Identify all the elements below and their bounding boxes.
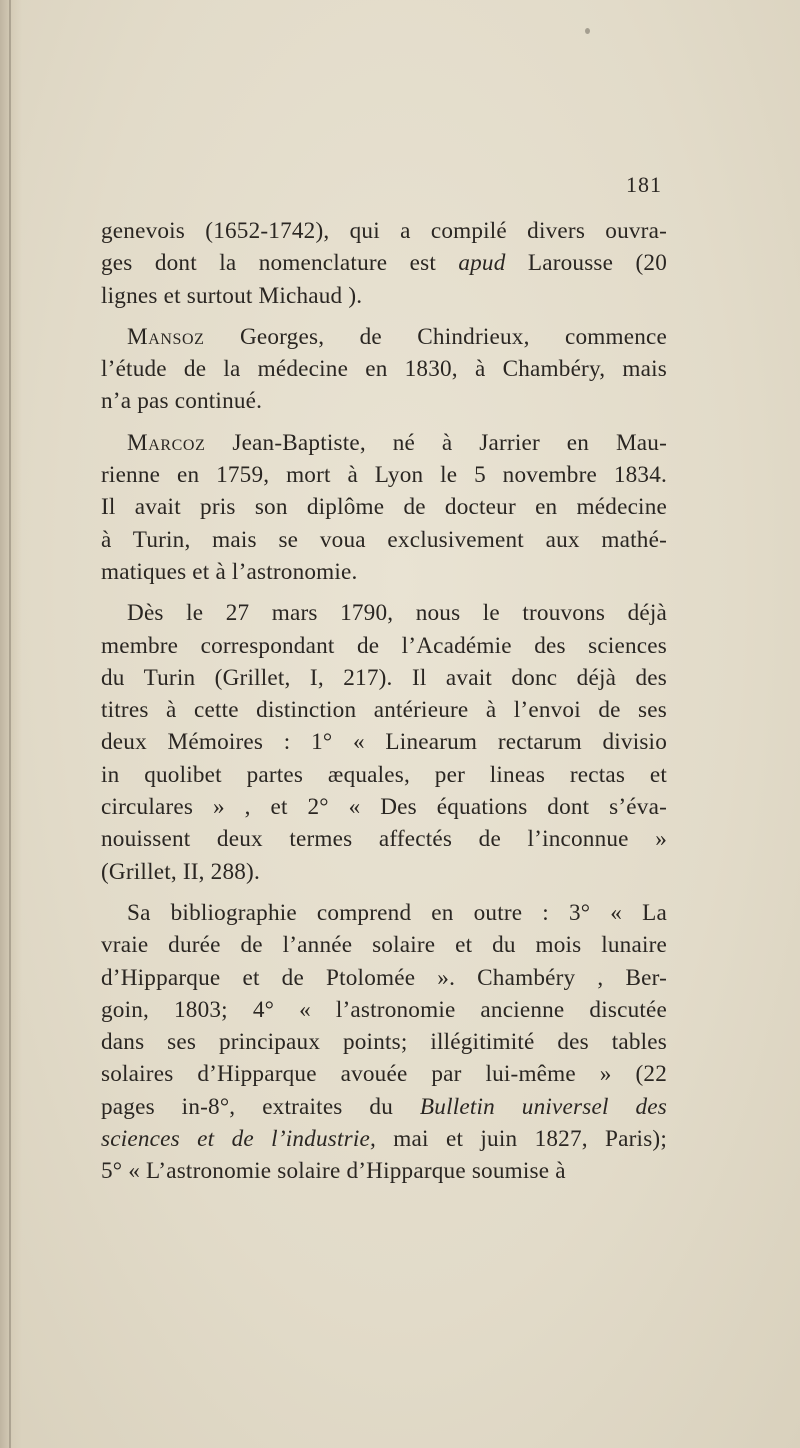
text-run: du Turin (Grillet, I, 217). Il avait donc déjà des bbox=[101, 664, 667, 691]
text-line bbox=[101, 385, 667, 417]
paragraph bbox=[101, 427, 667, 588]
text-line bbox=[101, 321, 667, 353]
text-line bbox=[101, 1155, 667, 1187]
text-run: titres à cette distinction antérieure à l’envoi de ses bbox=[101, 697, 667, 724]
text-line bbox=[101, 524, 667, 556]
text-line bbox=[101, 929, 667, 961]
body-text bbox=[101, 215, 667, 1188]
text-run: lignes et surtout Michaud ). bbox=[101, 282, 363, 309]
text-line bbox=[101, 726, 667, 758]
text-run: 5° « L’astronomie solaire d’Hipparque soumise à bbox=[101, 1158, 566, 1185]
text-line bbox=[101, 897, 667, 929]
paragraph-gap bbox=[101, 418, 667, 427]
paragraph-gap bbox=[101, 588, 667, 597]
text-line bbox=[101, 1026, 667, 1058]
text-line bbox=[101, 759, 667, 791]
text-run: goin, 1803; 4° « l’astronomie ancienne discutée bbox=[101, 996, 667, 1023]
text-line bbox=[101, 597, 667, 629]
text-line bbox=[101, 630, 667, 662]
paragraph-gap bbox=[101, 888, 667, 897]
text-line bbox=[101, 491, 667, 523]
text-line bbox=[101, 427, 667, 459]
text-run: mai et juin 1827, Paris); bbox=[375, 1126, 667, 1153]
page-number: 181 bbox=[626, 172, 662, 197]
text-run: circulares » , et 2° « Des équations dont s’éva- bbox=[101, 794, 667, 821]
text-run: deux Mémoires : 1° « Linearum rectarum divisio bbox=[101, 729, 667, 756]
text-line bbox=[101, 280, 667, 312]
text-line bbox=[101, 994, 667, 1026]
paragraph bbox=[101, 897, 667, 1188]
page-binding-edge bbox=[9, 0, 11, 1448]
paragraph bbox=[101, 321, 667, 418]
text-run: Georges, de Chindrieux, commence bbox=[204, 323, 667, 350]
text-line bbox=[101, 694, 667, 726]
text-run: Il avait pris son diplôme de docteur en médecine bbox=[101, 494, 667, 521]
text-run: ges dont la nomenclature est bbox=[101, 250, 459, 277]
text-run: Larousse (20 bbox=[505, 250, 667, 277]
text-line bbox=[101, 1123, 667, 1155]
text-run: rienne en 1759, mort à Lyon le 5 novembre 1834. bbox=[101, 462, 667, 489]
text-line bbox=[101, 1058, 667, 1090]
text-run: genevois (1652-1742), qui a compilé divers ouvra- bbox=[101, 218, 667, 244]
text-run: Dès le 27 mars 1790, nous le trouvons déjà bbox=[127, 600, 667, 627]
text-run: solaires d’Hipparque avouée par lui-même » (22 bbox=[101, 1061, 667, 1088]
surname: Marcoz bbox=[127, 429, 206, 456]
text-run: dans ses principaux points; illégitimité des tables bbox=[101, 1029, 667, 1056]
text-run: in quolibet partes æquales, per lineas rectas et bbox=[101, 761, 667, 788]
text-line bbox=[101, 856, 667, 888]
text-line bbox=[101, 962, 667, 994]
text-line bbox=[101, 662, 667, 694]
paragraph-gap bbox=[101, 312, 667, 321]
text-run: (Grillet, II, 288). bbox=[101, 858, 260, 885]
page-spine-shadow bbox=[0, 0, 22, 1448]
text-run: l’étude de la médecine en 1830, à Chambéry, mais bbox=[101, 356, 667, 383]
text-run: d’Hipparque et de Ptolomée ». Chambéry , Ber- bbox=[101, 964, 667, 991]
italic-text: apud bbox=[458, 250, 506, 277]
paragraph bbox=[101, 215, 667, 312]
paragraph bbox=[101, 597, 667, 888]
text-run: vraie durée de l’année solaire et du mois lunaire bbox=[101, 932, 667, 959]
paper-speck bbox=[585, 28, 590, 34]
text-run: à Turin, mais se voua exclusivement aux mathé- bbox=[101, 526, 667, 553]
text-run: Jean-Baptiste, né à Jarrier en Mau- bbox=[205, 429, 667, 456]
text-line bbox=[101, 1091, 667, 1123]
text-run: nouissent deux termes affectés de l’inconnue » bbox=[101, 826, 667, 853]
text-line bbox=[101, 556, 667, 588]
text-line bbox=[101, 353, 667, 385]
italic-text: sciences et de l’industrie, bbox=[101, 1126, 376, 1153]
text-line bbox=[101, 459, 667, 491]
text-run: Sa bibliographie comprend en outre : 3° « La bbox=[127, 899, 667, 926]
text-line bbox=[101, 247, 667, 279]
text-line bbox=[101, 215, 667, 247]
text-line bbox=[101, 823, 667, 855]
text-line bbox=[101, 791, 667, 823]
text-run: membre correspondant de l’Académie des sciences bbox=[101, 632, 667, 659]
italic-text: Bulletin universel des bbox=[419, 1093, 667, 1120]
text-run: pages in-8°, extraites du bbox=[101, 1093, 420, 1120]
surname: Mansoz bbox=[127, 323, 205, 350]
text-run: n’a pas continué. bbox=[101, 388, 263, 415]
text-run: matiques et à l’astronomie. bbox=[101, 558, 358, 585]
